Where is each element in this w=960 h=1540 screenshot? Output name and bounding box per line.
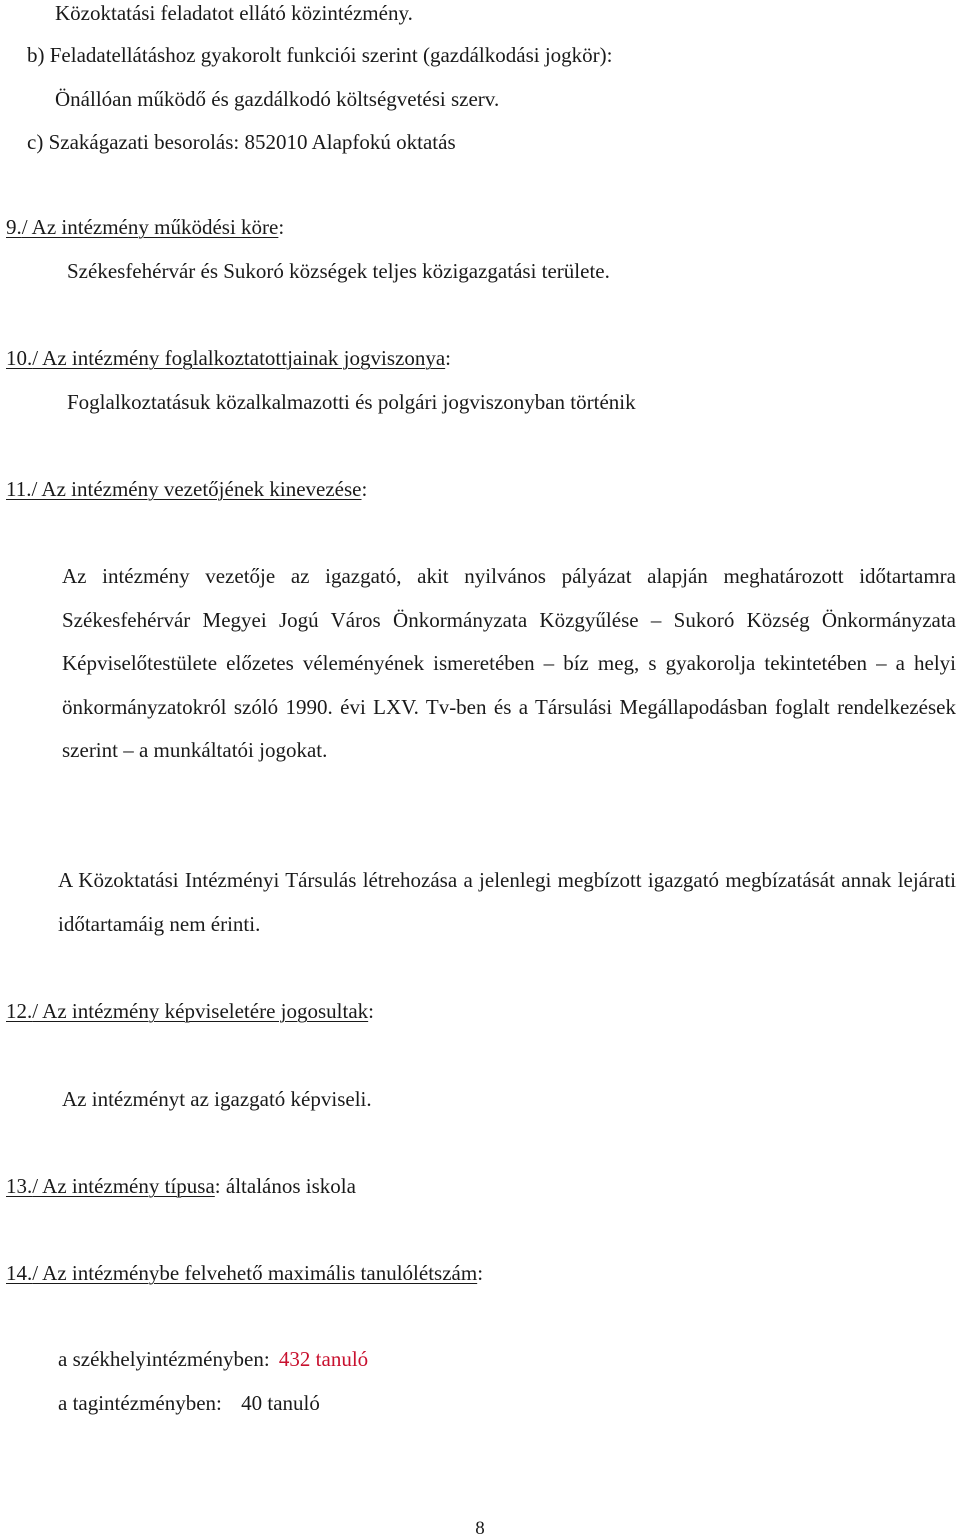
member-school-label: a tagintézményben: [58, 1391, 222, 1415]
section-11-paragraph-2: A Közoktatási Intézményi Társulás létrehozása a jelenlegi megbízott igazgató megbízatását annak lejárati időtartamáig nem érinti. [58, 868, 956, 936]
section-9-text: Székesfehérvár és Sukoró községek teljes közigazgatási területe. [67, 259, 610, 283]
section-11-paragraph-1: Az intézmény vezetője az igazgató, akit nyilvános pályázat alapján meghatározott időtartamra Székesfehérvár Megyei Jogú Város Önkormányzata Közgyűlése – Sukoró Község Önkormányzata Képviselőtestülete előzetes véleményének ismeretében – bíz meg, s gyakorolja tekintetében – a helyi önkormányzatokról szóló 1990. évi LXV. Tv-ben és a Társulási Megállapodásban foglalt rendelkezések szerint – a munkáltatói jogokat. [62, 564, 956, 762]
section-10-number: 10. [6, 346, 33, 370]
section-11-colon: : [361, 477, 368, 501]
section-9-heading [6, 214, 284, 240]
member-school-value: 40 tanuló [241, 1391, 320, 1415]
section-12-colon: : [368, 999, 374, 1023]
section-11-number: 11. [6, 477, 32, 501]
headquarters-capacity-row [58, 1346, 368, 1372]
page-number: 8 [475, 1518, 485, 1539]
section-14-heading [6, 1260, 483, 1286]
section-10-heading [6, 345, 451, 371]
section-10-text: Foglalkoztatásuk közalkalmazotti és polgári jogviszonyban történik [67, 390, 636, 414]
section-11-heading [6, 476, 367, 502]
section-13-colon: : [214, 1174, 221, 1198]
section-13-value: általános iskola [220, 1174, 356, 1198]
section-12-title: / Az intézmény képviseletére jogosultak [32, 999, 369, 1023]
section-14-colon: : [477, 1261, 484, 1285]
section-13-heading [6, 1173, 356, 1199]
section-14-number: 14. [6, 1261, 33, 1285]
member-school-capacity-row [58, 1390, 320, 1416]
headquarters-value: 432 tanuló [278, 1347, 369, 1371]
section-9-number: 9. [6, 215, 22, 239]
section-12-heading [6, 998, 374, 1024]
section-11-title: / Az intézmény vezetőjének kinevezése [31, 477, 362, 501]
section-10-colon: : [445, 346, 451, 370]
section-9-title: / Az intézmény működési köre [21, 215, 279, 239]
section-12-number: 12. [6, 999, 33, 1023]
section-13-number: 13. [6, 1174, 33, 1198]
section-14-title: / Az intézménybe felvehető maximális tanulólétszám [32, 1261, 478, 1285]
headquarters-label: a székhelyintézményben: [58, 1347, 270, 1371]
institution-type-line: Közoktatási feladatot ellátó közintézmény. [55, 1, 413, 25]
section-10-title: / Az intézmény foglalkoztatottjainak jogviszonya [32, 346, 446, 370]
section-9-colon: : [278, 215, 285, 239]
function-line: b) Feladatellátáshoz gyakorolt funkciói szerint (gazdálkodási jogkör): [27, 43, 613, 67]
section-12-text: Az intézményt az igazgató képviseli. [62, 1087, 372, 1111]
budget-organ-line: Önállóan működő és gazdálkodó költségvetési szerv. [55, 87, 500, 111]
sector-line: c) Szakágazati besorolás: 852010 Alapfokú oktatás [27, 130, 456, 154]
section-13-title: / Az intézmény típusa [32, 1174, 215, 1198]
